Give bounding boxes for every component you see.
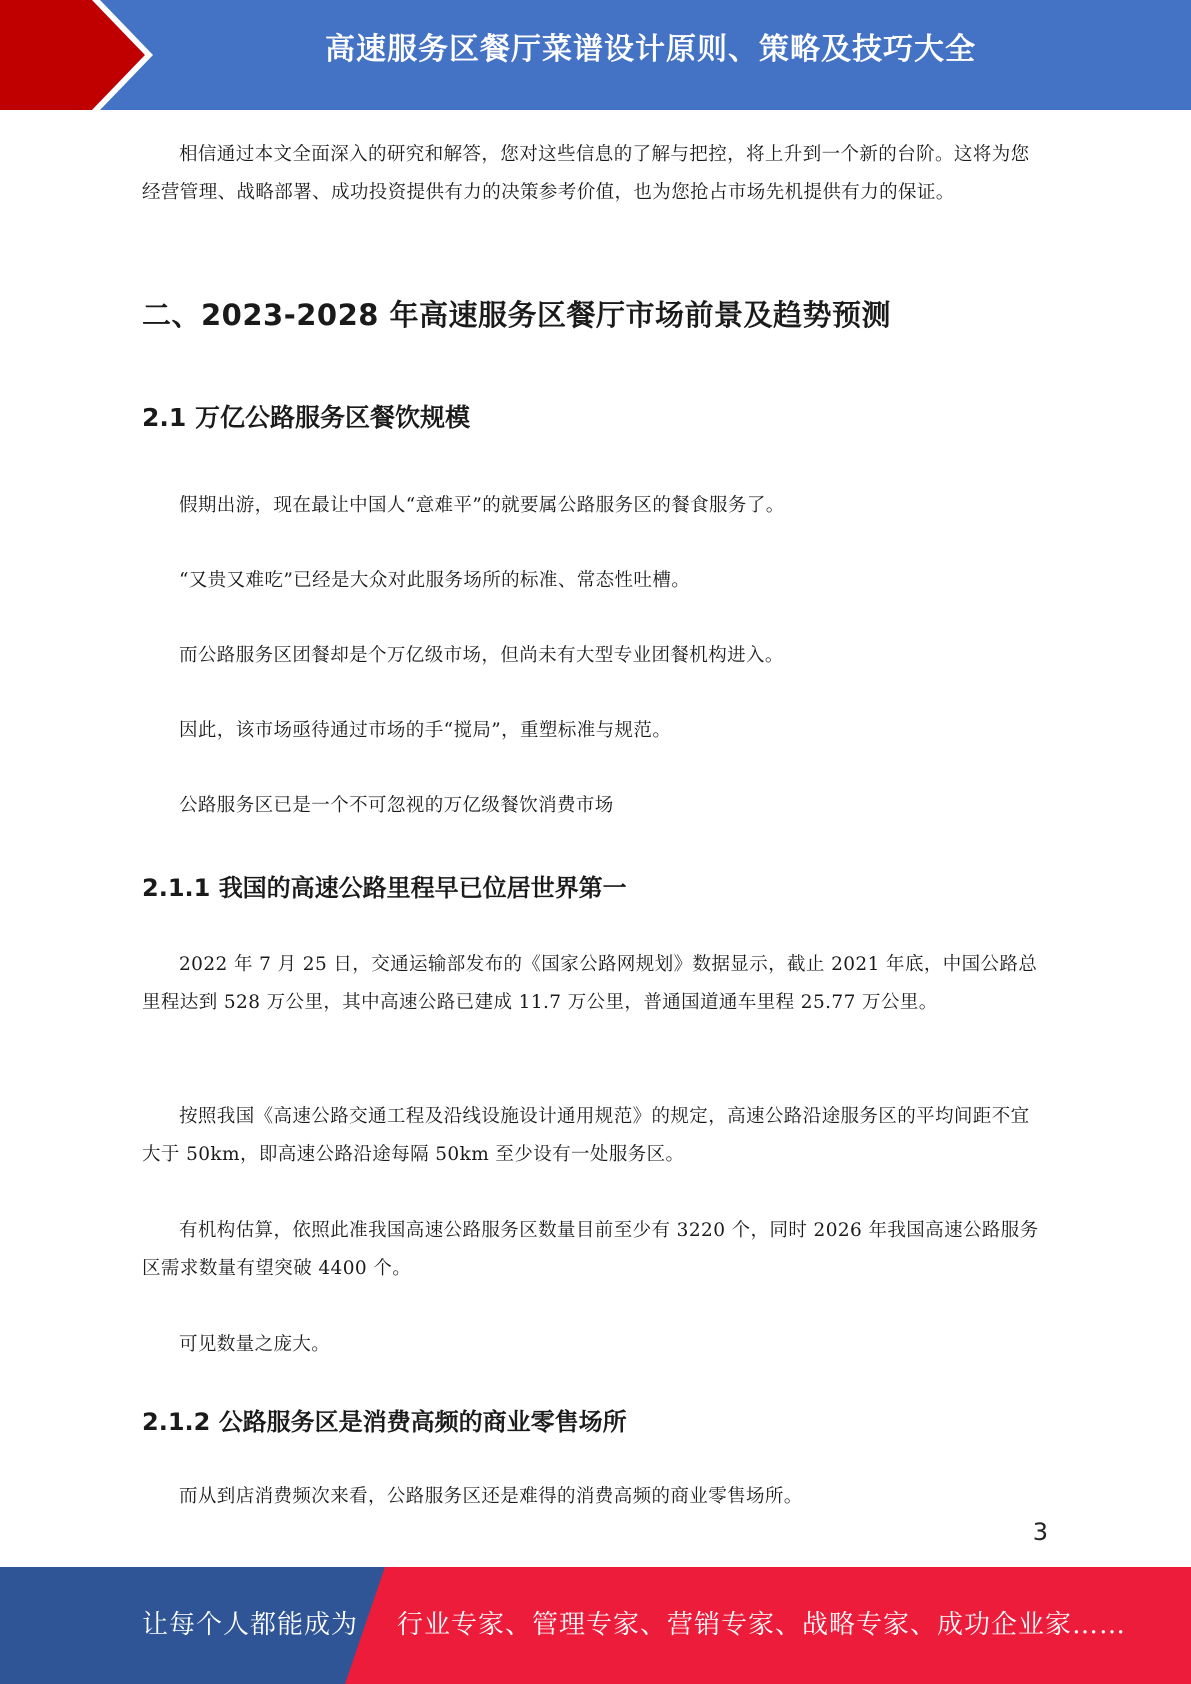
page-footer	[0, 1567, 1191, 1684]
section-2-1-1-paragraph: 按照我国《高速公路交通工程及沿线设施设计通用规范》的规定，高速公路沿途服务区的平均间距不宜大于 50km，即高速公路沿途每隔 50km 至少设有一处服务区。	[142, 1106, 1030, 1165]
header-title: 高速服务区餐厅菜谱设计原则、策略及技巧大全	[325, 32, 976, 67]
section-2-1-paragraph: “又贵又难吃”已经是大众对此服务场所的标准、常态性吐槽。	[179, 570, 691, 591]
section-2-1-paragraph: 假期出游，现在最让中国人“意难平”的就要属公路服务区的餐食服务了。	[179, 495, 785, 516]
section-2-1-1-paragraph: 2022 年 7 月 25 日，交通运输部发布的《国家公路网规划》数据显示，截止 2021 年底，中国公路总里程达到 528 万公里，其中高速公路已建成 11.7 万公里，普通国道通车里程 25.77 万公里。	[142, 954, 1038, 1013]
section-2-1-2-heading: 2.1.2 公路服务区是消费高频的商业零售场所	[142, 1408, 627, 1436]
section-2-1-1-paragraph: 有机构估算，依照此准我国高速公路服务区数量目前至少有 3220 个，同时 2026 年我国高速公路服务区需求数量有望突破 4400 个。	[142, 1220, 1039, 1279]
section-2-1-heading: 2.1 万亿公路服务区餐饮规模	[142, 403, 470, 432]
intro-paragraph: 相信通过本文全面深入的研究和解答，您对这些信息的了解与把控，将上升到一个新的台阶。这将为您经营管理、战略部署、成功投资提供有力的决策参考价值，也为您抢占市场先机提供有力的保证。	[142, 144, 1030, 203]
section-2-1-2-paragraph: 而从到店消费频次来看，公路服务区还是难得的消费高频的商业零售场所。	[179, 1486, 803, 1507]
section-2-1-paragraph: 公路服务区已是一个不可忽视的万亿级餐饮消费市场	[179, 795, 614, 816]
section-2-1-paragraph: 因此，该市场亟待通过市场的手“搅局”，重塑标准与规范。	[179, 720, 672, 741]
footer-slogan-left: 让每个人都能成为	[142, 1610, 359, 1640]
page-header	[0, 0, 1191, 110]
footer-slogan-right: 行业专家、管理专家、营销专家、战略专家、成功企业家……	[397, 1610, 1127, 1640]
section-2-heading: 二、2023-2028 年高速服务区餐厅市场前景及趋势预测	[142, 298, 892, 332]
section-2-1-paragraph: 而公路服务区团餐却是个万亿级市场，但尚未有大型专业团餐机构进入。	[179, 645, 784, 666]
header-chevron-icon	[0, 0, 160, 110]
page-number: 3	[1032, 1518, 1048, 1546]
section-2-1-1-paragraph: 可见数量之庞大。	[179, 1334, 331, 1355]
section-2-1-1-heading: 2.1.1 我国的高速公路里程早已位居世界第一	[142, 874, 627, 902]
